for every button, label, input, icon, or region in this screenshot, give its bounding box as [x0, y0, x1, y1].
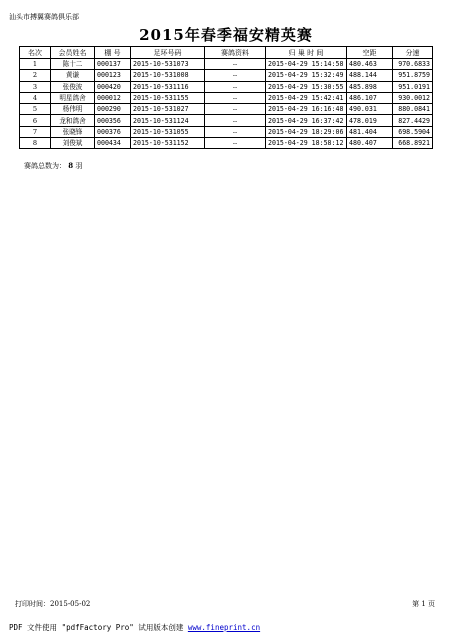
results-table: [19, 46, 433, 149]
cell-rank: 6: [20, 115, 51, 126]
cell-arrival: 2015-04-29 15:30:55: [266, 81, 347, 92]
cell-arrival: 2015-04-29 15:42:41: [266, 92, 347, 103]
cell-speed: 930.0012: [393, 92, 433, 103]
cell-speed: 951.0191: [393, 81, 433, 92]
table-row: [20, 104, 433, 115]
cell-arrival: 2015-04-29 16:37:42: [266, 115, 347, 126]
table-header-row: [20, 47, 433, 59]
col-header-rank: 名次: [20, 47, 51, 59]
cell-arrival: 2015-04-29 16:16:48: [266, 104, 347, 115]
pdf-factory-notice: [9, 622, 260, 633]
cell-speed: 698.5904: [393, 126, 433, 137]
cell-loft: 000420: [95, 81, 131, 92]
cell-ring: 2015-10-531008: [131, 70, 205, 81]
cell-loft: 000012: [95, 92, 131, 103]
cell-loft: 000376: [95, 126, 131, 137]
cell-member: 张俊波: [51, 81, 95, 92]
cell-info: --: [205, 138, 266, 149]
cell-info: --: [205, 81, 266, 92]
pdf-notice-text: PDF 文件使用 "pdfFactory Pro" 试用版本创建: [9, 623, 188, 632]
col-header-arrival: 归 巢 时 间: [266, 47, 347, 59]
cell-speed: 951.8759: [393, 70, 433, 81]
table-row: [20, 138, 433, 149]
cell-ring: 2015-10-531027: [131, 104, 205, 115]
cell-rank: 1: [20, 59, 51, 70]
cell-loft: 000123: [95, 70, 131, 81]
cell-speed: 827.4429: [393, 115, 433, 126]
club-name: 汕头市搏翼赛鸽俱乐部: [9, 13, 79, 21]
cell-ring: 2015-10-531155: [131, 92, 205, 103]
cell-arrival: 2015-04-29 15:32:49: [266, 70, 347, 81]
cell-info: --: [205, 70, 266, 81]
cell-info: --: [205, 59, 266, 70]
cell-rank: 3: [20, 81, 51, 92]
cell-member: 刘俊斌: [51, 138, 95, 149]
cell-distance: 488.144: [347, 70, 393, 81]
table-row: [20, 70, 433, 81]
cell-rank: 2: [20, 70, 51, 81]
table-row: [20, 59, 433, 70]
col-header-speed: 分速: [393, 47, 433, 59]
cell-distance: 480.407: [347, 138, 393, 149]
cell-distance: 480.463: [347, 59, 393, 70]
cell-loft: 000290: [95, 104, 131, 115]
cell-loft: 000434: [95, 138, 131, 149]
cell-rank: 4: [20, 92, 51, 103]
cell-ring: 2015-10-531073: [131, 59, 205, 70]
cell-info: --: [205, 104, 266, 115]
cell-arrival: 2015-04-29 18:29:06: [266, 126, 347, 137]
col-header-distance: 空距: [347, 47, 393, 59]
cell-member: 龙和鸽舍: [51, 115, 95, 126]
cell-distance: 486.107: [347, 92, 393, 103]
col-header-member: 会员姓名: [51, 47, 95, 59]
col-header-loft: 棚 号: [95, 47, 131, 59]
cell-rank: 8: [20, 138, 51, 149]
cell-ring: 2015-10-531152: [131, 138, 205, 149]
cell-distance: 485.898: [347, 81, 393, 92]
cell-distance: 478.019: [347, 115, 393, 126]
cell-rank: 7: [20, 126, 51, 137]
cell-ring: 2015-10-531116: [131, 81, 205, 92]
table-row: [20, 92, 433, 103]
fineprint-link[interactable]: www.fineprint.cn: [187, 623, 261, 632]
cell-arrival: 2015-04-29 18:58:12: [266, 138, 347, 149]
total-birds: [24, 161, 82, 171]
cell-ring: 2015-10-531055: [131, 126, 205, 137]
page-number: 第 1 页: [412, 600, 435, 608]
table-row: [20, 126, 433, 137]
cell-loft: 000356: [95, 115, 131, 126]
cell-member: 张晓锋: [51, 126, 95, 137]
page-title: 2015年春季福安精英赛: [139, 26, 313, 44]
cell-ring: 2015-10-531124: [131, 115, 205, 126]
table-row: [20, 115, 433, 126]
cell-info: --: [205, 92, 266, 103]
cell-info: --: [205, 115, 266, 126]
cell-speed: 970.6833: [393, 59, 433, 70]
print-time: 打印时间：2015-05-02: [15, 600, 91, 608]
cell-distance: 481.404: [347, 126, 393, 137]
total-count: 8: [68, 161, 74, 170]
cell-member: 陈十二: [51, 59, 95, 70]
cell-arrival: 2015-04-29 15:14:58: [266, 59, 347, 70]
cell-info: --: [205, 126, 266, 137]
cell-speed: 668.8921: [393, 138, 433, 149]
cell-loft: 000137: [95, 59, 131, 70]
cell-member: 明星鸽舍: [51, 92, 95, 103]
cell-distance: 490.031: [347, 104, 393, 115]
cell-member: 杨伟明: [51, 104, 95, 115]
total-label: 赛鸽总数为：: [24, 162, 66, 170]
col-header-ring: 足环号码: [131, 47, 205, 59]
table-row: [20, 81, 433, 92]
cell-rank: 5: [20, 104, 51, 115]
cell-member: 黄谦: [51, 70, 95, 81]
total-unit: 羽: [75, 162, 83, 170]
col-header-info: 赛鸽资料: [205, 47, 266, 59]
cell-speed: 880.0841: [393, 104, 433, 115]
